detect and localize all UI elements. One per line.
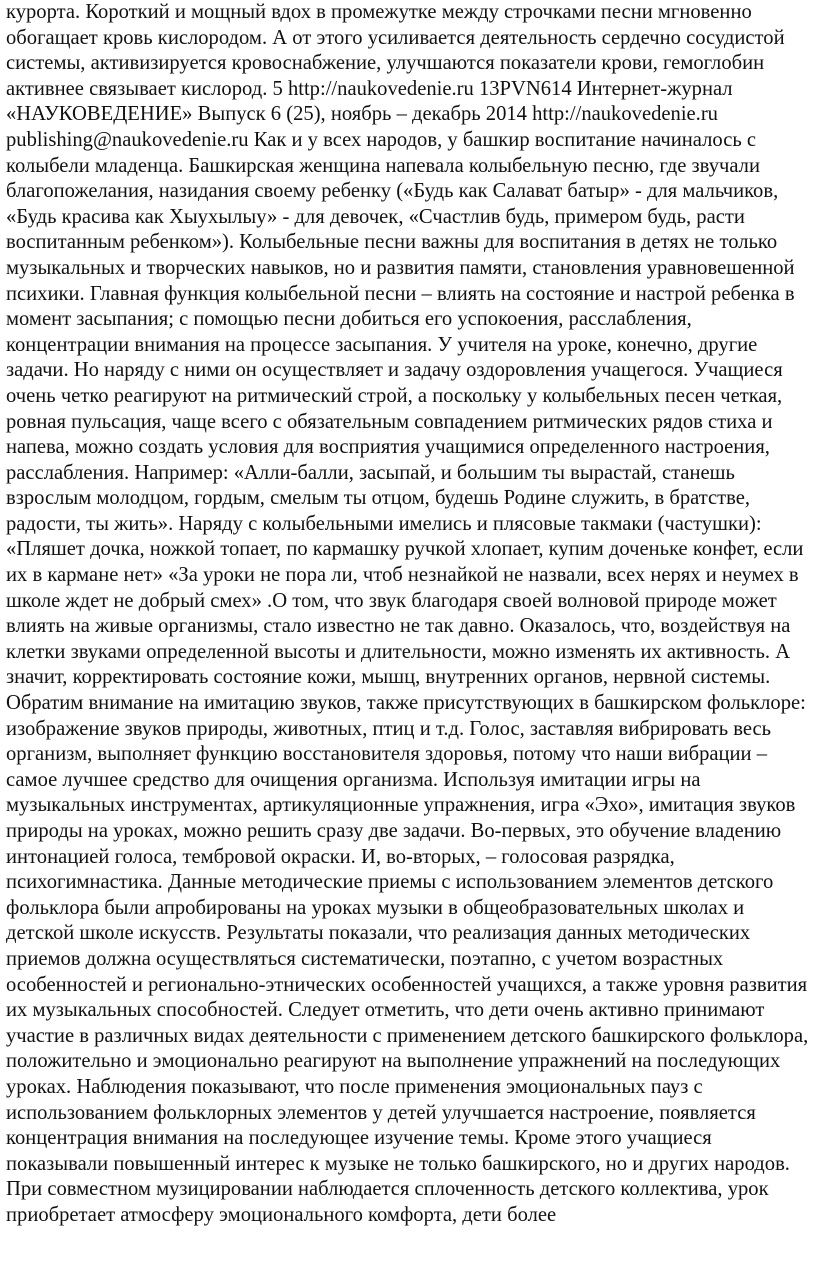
document-body-text: курорта. Короткий и мощный вдох в промежутке между строчками песни мгновенно обогащает кровь кислородом. А от этого усиливается деятельность сердечно сосудистой системы, активизируется кровоснабжение, улучшаются показатели крови, гемоглобин активнее связывает кислород. 5 http://naukovedenie.ru 13PVN614 Интернет-журнал «НАУКОВЕДЕНИЕ» Выпуск 6 (25), ноябрь – декабрь 2014 http://naukovedenie.ru publishing@naukovedenie.ru Как и у всех народов, у башкир воспитание начиналось с колыбели младенца. Башкирская женщина напевала колыбельную песню, где звучали благопожелания, назидания своему ребенку («Будь как Салават батыр» - для мальчиков, «Будь красива как Хыухылыу» - для девочек, «Счастлив будь, примером будь, расти воспитанным ребенком»). Колыбельные песни важны для воспитания в детях не только музыкальных и творческих навыков, но и развития памяти, становления уравновешенной психики. Главная функция колыбельной песни – влиять на состояние и настрой ребенка в момент засыпания; с помощью песни добиться его успокоения, расслабления, концентрации внимания на процессе засыпания. У учителя на уроке, конечно, другие задачи. Но наряду с ними он осуществляет и задачу оздоровления учащегося. Учащиеся очень четко реагируют на ритмический строй, а поскольку у колыбельных песен четкая, ровная пульсация, чаще всего с обязательным совпадением ритмических рядов стиха и напева, можно создать условия для восприятия учащимися определенного настроения, расслабления. Например: «Алли-балли, засыпай, и большим ты вырастай, станешь взрослым молодцом, гордым, смелым ты отцом, будешь Родине служить, в братстве, радости, ты жить». Наряду с колыбельными имелись и плясовые такмаки (частушки): «Пляшет дочка, ножкой топает, по кармашку ручкой хлопает, купим доченьке конфет, если их в кармане нет» «За уроки не пора ли, чтоб незнайкой не назвали, всех нерях и неумех в школе ждет не добрый смех» .О том, что звук благодаря своей волновой природе может влиять на живые организмы, стало известно не так давно. Оказалось, что, воздействуя на клетки звуками определенной высоты и длительности, можно изменять их активность. А значит, корректировать состояние кожи, мышц, внутренних органов, нервной системы. Обратим внимание на имитацию звуков, также присутствующих в башкирском фольклоре: изображение звуков природы, животных, птиц и т.д. Голос, заставляя вибрировать весь организм, выполняет функцию восстановителя здоровья, потому что наши вибрации – самое лучшее средство для очищения организма. Используя имитации игры на музыкальных инструментах, артикуляционные упражнения, игра «Эхо», имитация звуков природы на уроках, можно решить сразу две задачи. Во-первых, это обучение владению интонацией голоса, тембровой окраски. И, во-вторых, – голосовая разрядка, психогимнастика. Данные методические приемы с использованием элементов детского фольклора были апробированы на уроках музыки в общеобразовательных школах и детской школе искусств. Результаты показали, что реализация данных методических приемов должна осуществляться систематически, поэтапно, с учетом возрастных особенностей и регионально-этнических особенностей учащихся, а также уровня развития их музыкальных способностей. Следует отметить, что дети очень активно принимают участие в различных видах деятельности с применением детского башкирского фольклора, положительно и эмоционально реагируют на выполнение упражнений на последующих уроках. Наблюдения показывают, что после применения эмоциональных пауз с использованием фольклорных элементов у детей улучшается настроение, появляется концентрация внимания на последующее изучение темы. Кроме этого учащиеся показывали повышенный интерес к музыке не только башкирского, но и других народов. При совместном музицировании наблюдается сплоченность детского коллектива, урок приобретает атмосферу эмоционального комфорта, дети более (6, 1, 809, 1226)
